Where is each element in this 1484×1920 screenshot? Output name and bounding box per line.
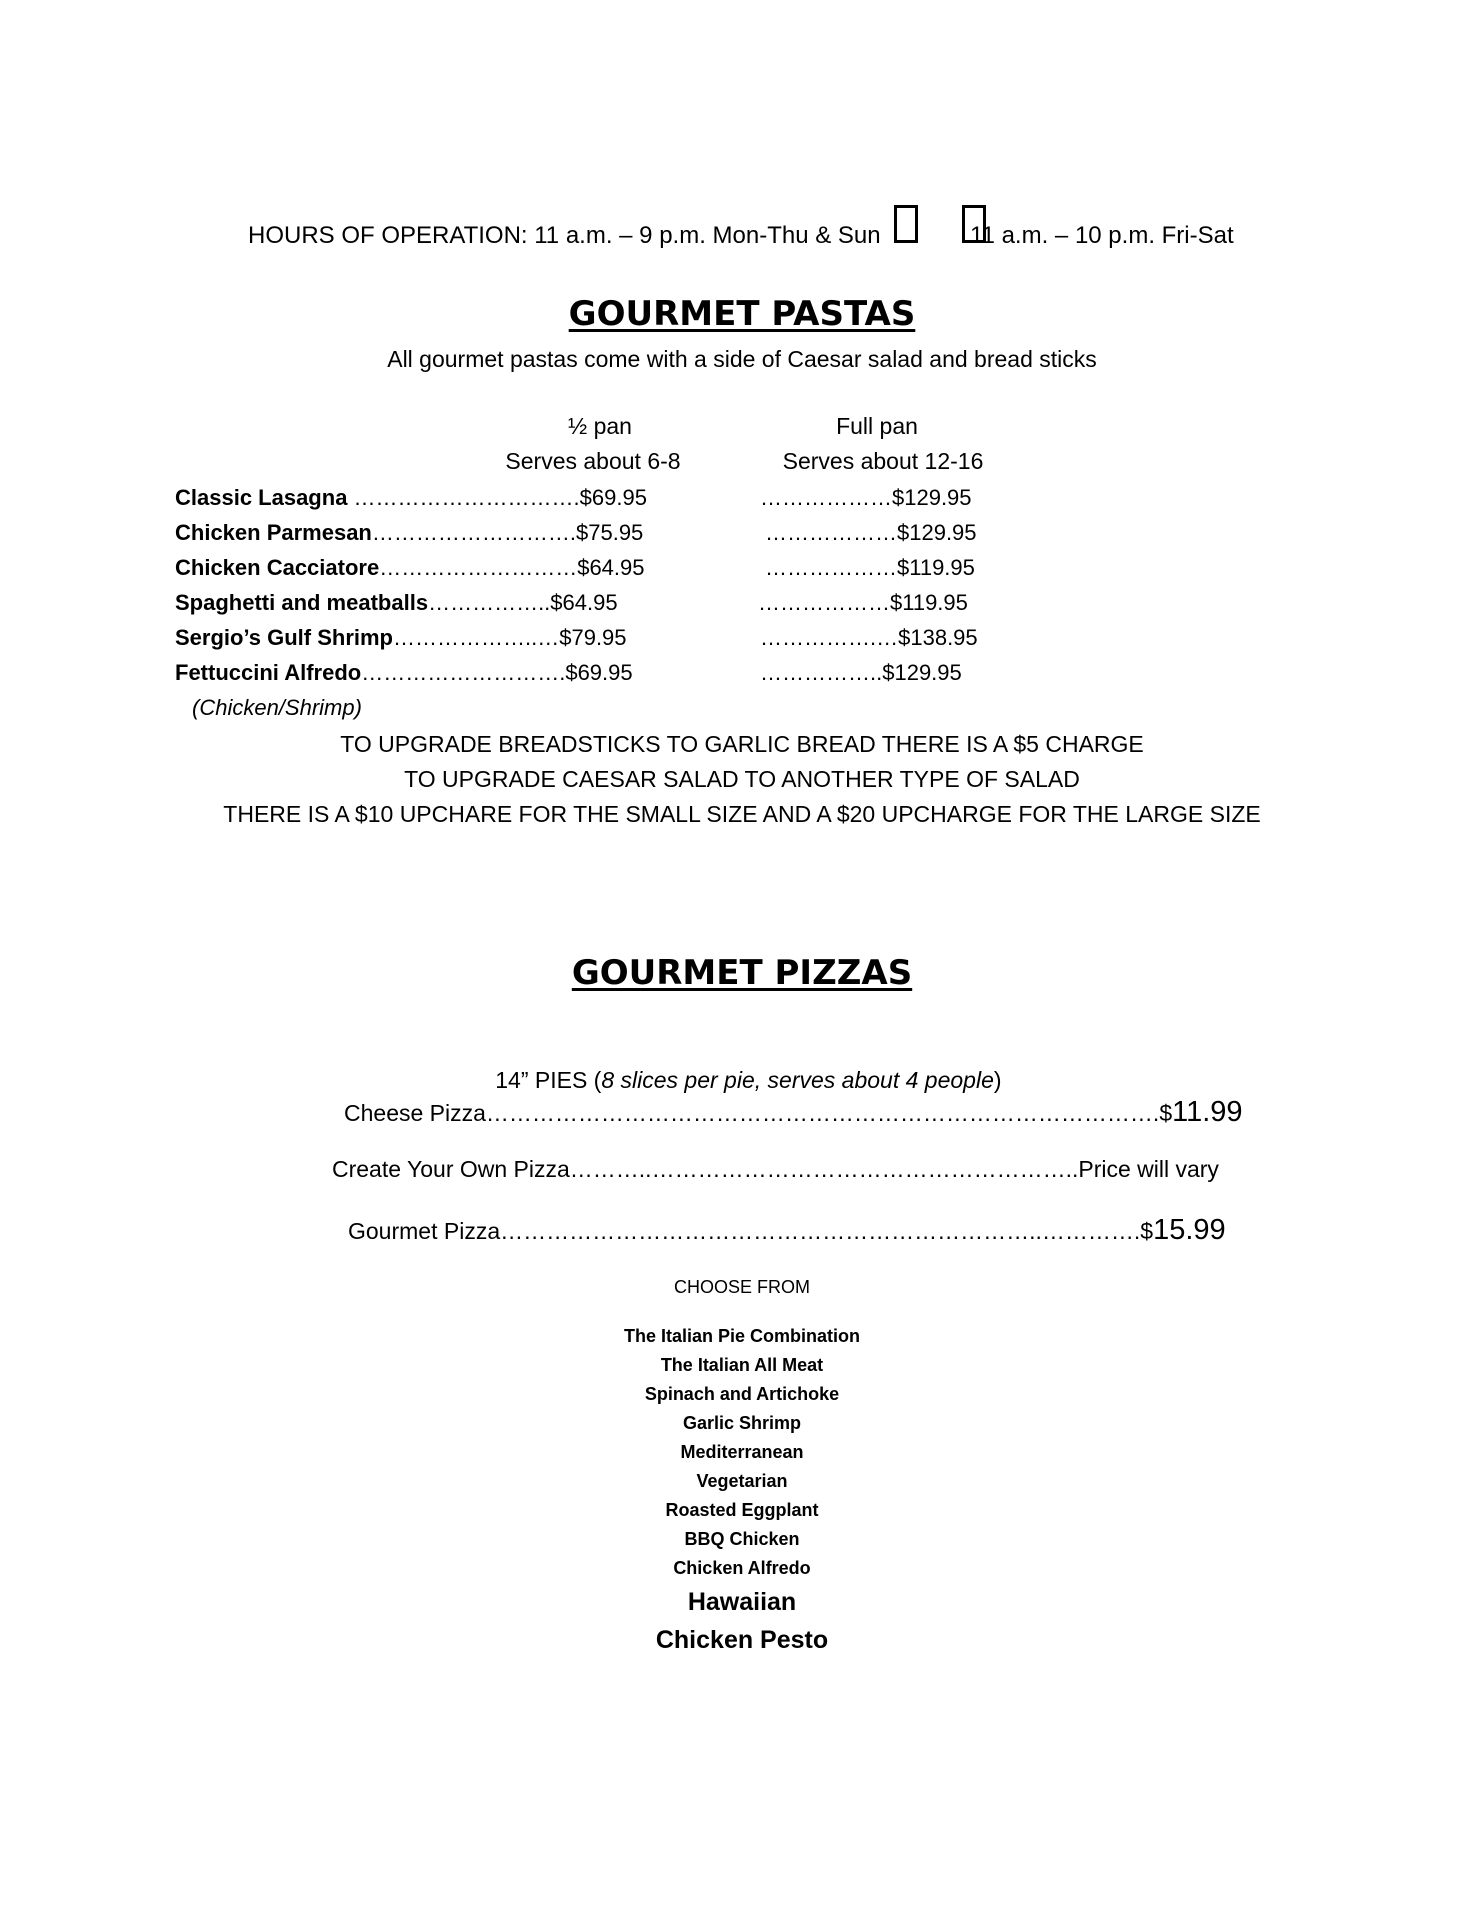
gourmet-pizza-label: Gourmet Pizza xyxy=(348,1218,501,1244)
full-pan-price: $129.95 xyxy=(882,660,962,685)
pies-italic: 8 slices per pie, serves about 4 people xyxy=(601,1067,994,1093)
full-pan-price: $129.95 xyxy=(892,485,972,510)
full-pan-price: $138.95 xyxy=(898,625,978,650)
pasta-name: Sergio’s Gulf Shrimp xyxy=(175,625,393,650)
half-pan-serves: Serves about 6-8 xyxy=(505,448,681,474)
pasta-row xyxy=(175,590,618,616)
choose-from-label: CHOOSE FROM xyxy=(673,1277,810,1297)
create-pizza-row xyxy=(332,1156,1219,1183)
full-pan-cell xyxy=(758,590,968,616)
full-pan-label: Full pan xyxy=(836,413,918,439)
dot-leader: …………………………. xyxy=(347,485,580,510)
box-icon xyxy=(894,205,918,243)
pasta-name: Fettuccini Alfredo xyxy=(175,660,362,685)
pasta-name: Chicken Parmesan xyxy=(175,520,372,545)
pizza-option: Chicken Alfredo xyxy=(673,1558,811,1578)
pasta-note: (Chicken/Shrimp) xyxy=(192,695,362,720)
half-pan-price: $64.95 xyxy=(550,590,618,615)
upgrade-line-3: THERE IS A $10 UPCHARE FOR THE SMALL SIZE AND A $20 UPCHARGE FOR THE LARGE SIZE xyxy=(223,801,1261,827)
dot-leader: ………..……………………………………………….. xyxy=(569,1156,1079,1182)
pasta-name: Classic Lasagna xyxy=(175,485,348,510)
pizza-option: The Italian All Meat xyxy=(660,1355,824,1375)
upgrade-line-2: TO UPGRADE CAESAR SALAD TO ANOTHER TYPE OF SALAD xyxy=(404,766,1080,792)
pastas-subtitle: All gourmet pastas come with a side of Caesar salad and bread sticks xyxy=(387,346,1097,372)
pastas-title: GOURMET PASTAS xyxy=(568,294,916,334)
dot-leader: ………………..… xyxy=(393,625,560,650)
pies-prefix: 14” PIES ( xyxy=(495,1067,602,1093)
full-pan-cell xyxy=(765,520,977,546)
upgrade-line-1: TO UPGRADE BREADSTICKS TO GARLIC BREAD THERE IS A $5 CHARGE xyxy=(340,731,1144,757)
pizza-option: BBQ Chicken xyxy=(684,1529,800,1549)
half-pan-price: $69.95 xyxy=(565,660,633,685)
gourmet-pizza-price: 15.99 xyxy=(1153,1214,1226,1246)
cheese-pizza-row xyxy=(344,1096,1243,1129)
full-pan-price: $129.95 xyxy=(897,520,977,545)
dot-leader: ……………………… xyxy=(379,555,578,580)
dot-leader: ……………… xyxy=(760,485,892,510)
dot-leader: ………………………. xyxy=(361,660,566,685)
hours-weekday: HOURS OF OPERATION: 11 a.m. – 9 p.m. Mon-Thu & Sun xyxy=(248,222,881,249)
pies-suffix: ) xyxy=(993,1067,1002,1093)
half-pan-price: $79.95 xyxy=(559,625,627,650)
pasta-row xyxy=(175,660,633,686)
pizza-option: Vegetarian xyxy=(696,1471,788,1491)
pasta-name: Spaghetti and meatballs xyxy=(175,590,429,615)
full-pan-price: $119.95 xyxy=(897,555,975,580)
full-pan-cell xyxy=(760,625,978,651)
pies-description xyxy=(0,1040,1484,1094)
pizza-option: Hawaiian xyxy=(687,1588,797,1616)
create-pizza-price: Price will vary xyxy=(1078,1156,1219,1182)
hours-weekend: 11 a.m. – 10 p.m. Fri-Sat xyxy=(970,222,1234,249)
full-pan-cell xyxy=(760,660,962,686)
half-pan-price: $75.95 xyxy=(576,520,644,545)
dot-leader: …………….. xyxy=(760,660,883,685)
create-pizza-label: Create Your Own Pizza xyxy=(332,1156,570,1182)
dot-leader: ……………………………………………………………..…………. xyxy=(500,1218,1141,1244)
dot-leader: …………….… xyxy=(760,625,899,650)
dot-leader: ……………………………………………………………………………. xyxy=(485,1100,1160,1126)
full-pan-price: $119.95 xyxy=(890,590,968,615)
pasta-row xyxy=(175,485,647,511)
pizza-option: Mediterranean xyxy=(680,1442,804,1462)
pasta-row xyxy=(175,555,645,581)
half-pan-price: $69.95 xyxy=(579,485,647,510)
gourmet-pizza-dollar: $ xyxy=(1140,1218,1154,1244)
dot-leader: ………………………. xyxy=(371,520,576,545)
full-pan-serves: Serves about 12-16 xyxy=(782,448,984,474)
pasta-name: Chicken Cacciatore xyxy=(175,555,380,580)
pasta-row xyxy=(175,625,627,651)
cheese-pizza-dollar: $ xyxy=(1159,1100,1173,1126)
pizza-option: The Italian Pie Combination xyxy=(623,1326,861,1346)
cheese-pizza-price: 11.99 xyxy=(1172,1096,1243,1128)
half-pan-label: ½ pan xyxy=(568,413,632,439)
gourmet-pizza-row xyxy=(348,1214,1226,1247)
pasta-row xyxy=(175,520,643,546)
pizza-option: Roasted Eggplant xyxy=(665,1500,819,1520)
half-pan-price: $64.95 xyxy=(577,555,645,580)
pizzas-title: GOURMET PIZZAS xyxy=(571,953,913,993)
pizza-options-list xyxy=(0,1322,1484,1659)
dot-leader: …………….. xyxy=(428,590,551,615)
pizza-option: Garlic Shrimp xyxy=(682,1413,802,1433)
dot-leader: ……………… xyxy=(765,520,897,545)
dot-leader: ……………… xyxy=(765,555,897,580)
pizza-option: Spinach and Artichoke xyxy=(644,1384,840,1404)
full-pan-cell xyxy=(765,555,975,581)
full-pan-cell xyxy=(760,485,972,511)
cheese-pizza-label: Cheese Pizza xyxy=(344,1100,486,1126)
dot-leader: ……………… xyxy=(758,590,890,615)
pizza-option: Chicken Pesto xyxy=(655,1626,829,1654)
